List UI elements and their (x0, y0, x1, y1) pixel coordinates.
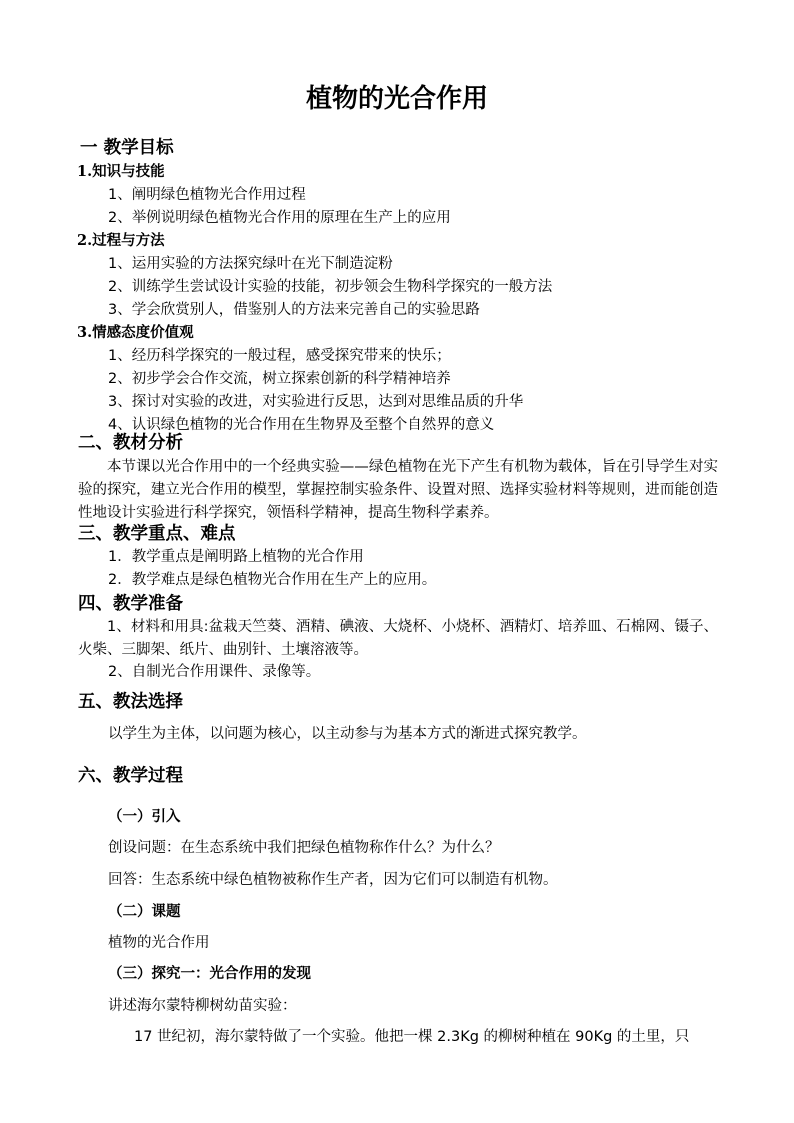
section-heading-key-points: 三、教学重点、难点 (78, 524, 236, 544)
list-item: 3、学会欣赏别人，借鉴别人的方法来完善自己的实验思路 (108, 302, 480, 318)
preparation-item-materials: 1、材料和用具:盆栽天竺葵、酒精、碘液、大烧杯、小烧杯、酒精灯、培养皿、石棉网、镊子、火柴、三脚架、纸片、曲别针、土壤溶液等。 (78, 619, 718, 658)
section-heading-material-analysis: 二、教材分析 (78, 433, 183, 453)
list-item: 2．教学难点是绿色植物光合作用在生产上的应用。 (108, 572, 437, 588)
subheading-topic: （二）课题 (108, 903, 181, 920)
list-item: 2、训练学生尝试设计实验的技能，初步领会生物科学探究的一般方法 (108, 279, 553, 295)
inquiry-paragraph: 17 世纪初，海尔蒙特做了一个实验。他把一棵 2.3Kg 的柳树种植在 90Kg 的土里，只 (134, 1029, 690, 1045)
subheading-process: 2.过程与方法 (77, 232, 165, 249)
section-heading-teaching-goals: 一 教学目标 (80, 138, 174, 158)
section-heading-method: 五、教法选择 (78, 692, 183, 712)
material-analysis-paragraph: 本节课以光合作用中的一个经典实验——绿色植物在光下产生有机物为载体，旨在引导学生对实验的探究，建立光合作用的模型，掌握控制实验条件、设置对照、选择实验材料等规则，进而能创造性地设计实验进行科学探究，领悟科学精神，提高生物科学素养。 (78, 459, 718, 521)
list-item: 3、探讨对实验的改进，对实验进行反思，达到对思维品质的升华 (108, 394, 524, 410)
preparation-item-courseware: 2、自制光合作用课件、录像等。 (108, 664, 321, 680)
list-item: 2、举例说明绿色植物光合作用的原理在生产上的应用 (108, 210, 451, 226)
list-item: 1、经历科学探究的一般过程，感受探究带来的快乐； (108, 348, 451, 364)
inquiry-intro: 讲述海尔蒙特柳树幼苗实验： (108, 998, 297, 1014)
subheading-inquiry-one: （三）探究一：光合作用的发现 (108, 965, 311, 982)
list-item: 2、初步学会合作交流，树立探索创新的科学精神培养 (108, 371, 451, 387)
list-item: 1．教学重点是阐明路上植物的光合作用 (108, 549, 364, 565)
list-item: 1、阐明绿色植物光合作用过程 (108, 187, 306, 203)
section-heading-preparation: 四、教学准备 (78, 594, 183, 614)
method-paragraph: 以学生为主体，以问题为核心，以主动参与为基本方式的渐进式探究教学。 (108, 726, 587, 742)
subheading-intro: （一）引入 (108, 808, 181, 825)
subheading-knowledge: 1.知识与技能 (77, 163, 165, 180)
intro-answer: 回答：生态系统中绿色植物被称作生产者，因为它们可以制造有机物。 (108, 872, 558, 888)
subheading-emotion: 3.情感态度价值观 (77, 324, 194, 341)
list-item: 4、认识绿色植物的光合作用在生物界及至整个自然界的意义 (108, 417, 495, 433)
list-item: 1、运用实验的方法探究绿叶在光下制造淀粉 (108, 256, 393, 272)
document-title: 植物的光合作用 (305, 84, 488, 114)
topic-text: 植物的光合作用 (108, 935, 210, 951)
intro-question: 创设问题：在生态系统中我们把绿色植物称作什么？为什么？ (108, 840, 500, 856)
section-heading-process: 六、教学过程 (78, 766, 183, 786)
